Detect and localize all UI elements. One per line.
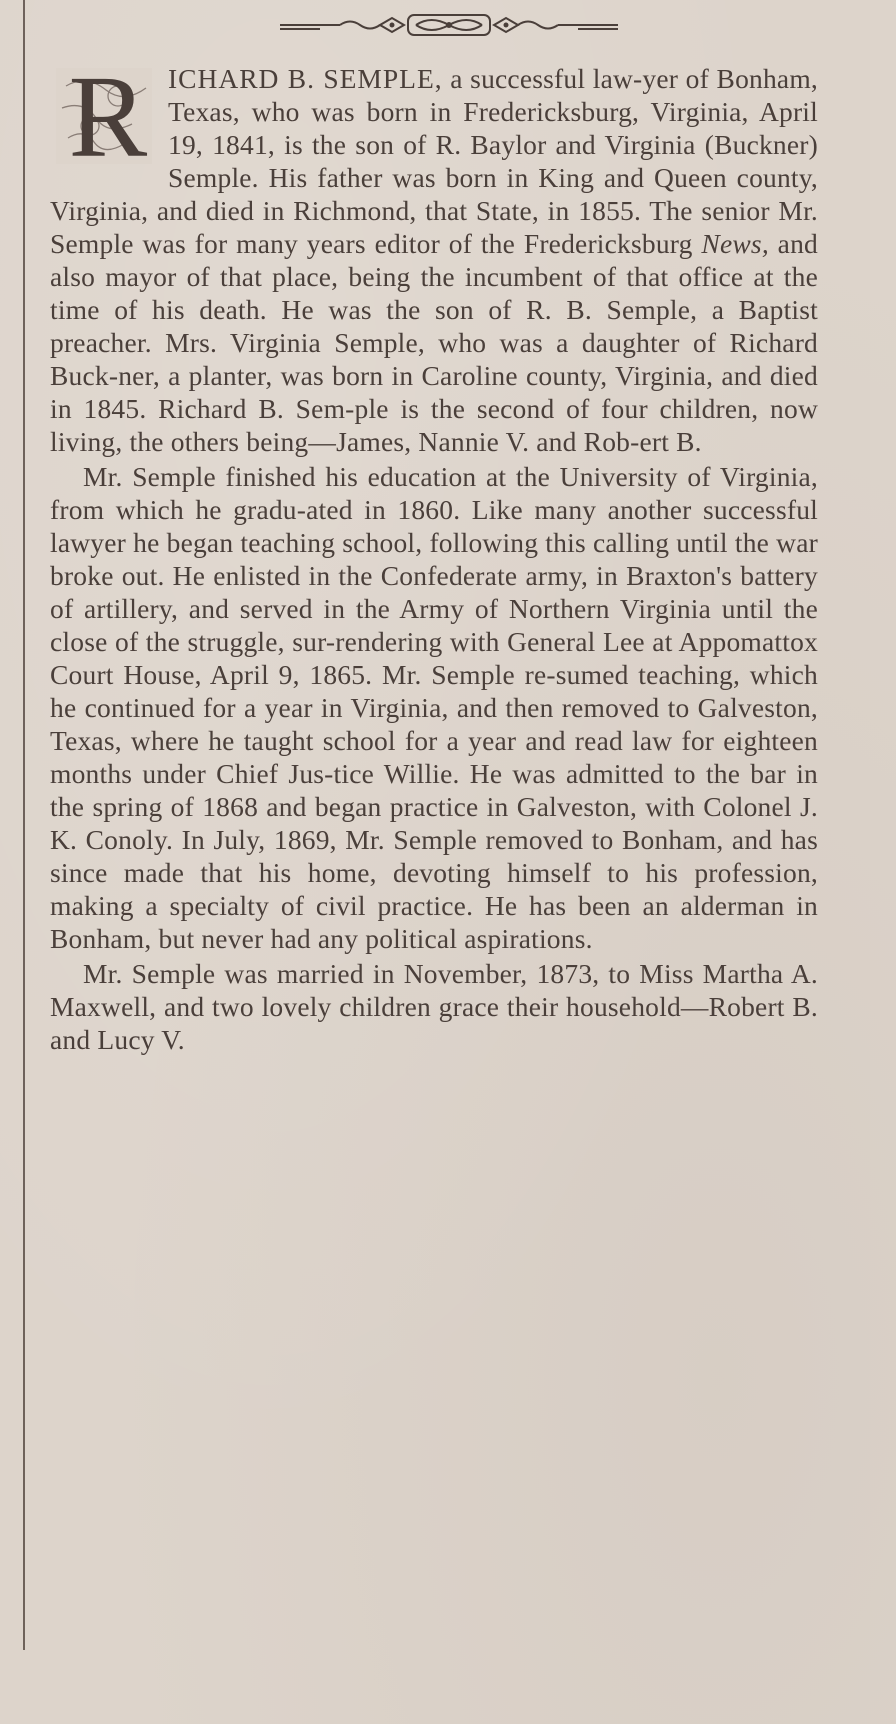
- ornamental-rule-icon: [280, 10, 618, 40]
- left-column-rule: [23, 0, 25, 1650]
- paragraph-1-text-a: a successful law-yer of Bonham, Texas, who was born in Fredericksburg, Virginia, April 19, 1841, is the son of R. Baylor and Virginia (Buckner) Semple. His father was born in King and Queen county, Virginia, and died in Richmond, that State, in 1855. The senior Mr. Semple was for many years editor of the Fredericksburg: [50, 63, 818, 259]
- biography-article: [50, 62, 818, 1056]
- dropcap-letter: [48, 64, 158, 168]
- paragraph-2: Mr. Semple finished his education at the University of Virginia, from which he gradu-ated in 1860. Like many another successful lawyer he began teaching school, following this calling until the war broke out. He enlisted in the Confederate army, in Braxton's battery of artillery, and served in the Army of Northern Virginia until the close of the struggle, sur-rendering with General Lee at Appomattox Court House, April 9, 1865. Mr. Semple re-sumed teaching, which he continued for a year in Virginia, and then removed to Galveston, Texas, where he taught school for a year and read law for eighteen months under Chief Jus-tice Willie. He was admitted to the bar in the spring of 1868 and began practice in Galveston, with Colonel J. K. Conoly. In July, 1869, Mr. Semple removed to Bonham, and has since made that his home, devoting himself to his profession, making a specialty of civil practice. He has been an alderman in Bonham, but never had any political aspirations.: [50, 461, 818, 954]
- paragraph-3: Mr. Semple was married in November, 1873, to Miss Martha A. Maxwell, and two lovely children grace their household—Robert B. and Lucy V.: [50, 958, 818, 1055]
- dropcap-icon: [48, 64, 158, 168]
- opening-caps: ICHARD B. SEMPLE,: [168, 63, 443, 94]
- paragraph-1-text-b: and also mayor of that place, being the incumbent of that office at the time of his death. He was the son of R. B. Semple, a Baptist preacher. Mrs. Virginia Semple, who was a daughter of Richard Buck-ner, a planter, was born in Caroline county, Virginia, and died in 1845. Richard B. Sem-ple is the second of four children, now living, the others being—James, Nannie V. and Rob-ert B.: [50, 228, 818, 457]
- svg-text:R: R: [68, 64, 148, 168]
- newspaper-title: News,: [701, 228, 769, 259]
- paragraph-1: [50, 62, 818, 458]
